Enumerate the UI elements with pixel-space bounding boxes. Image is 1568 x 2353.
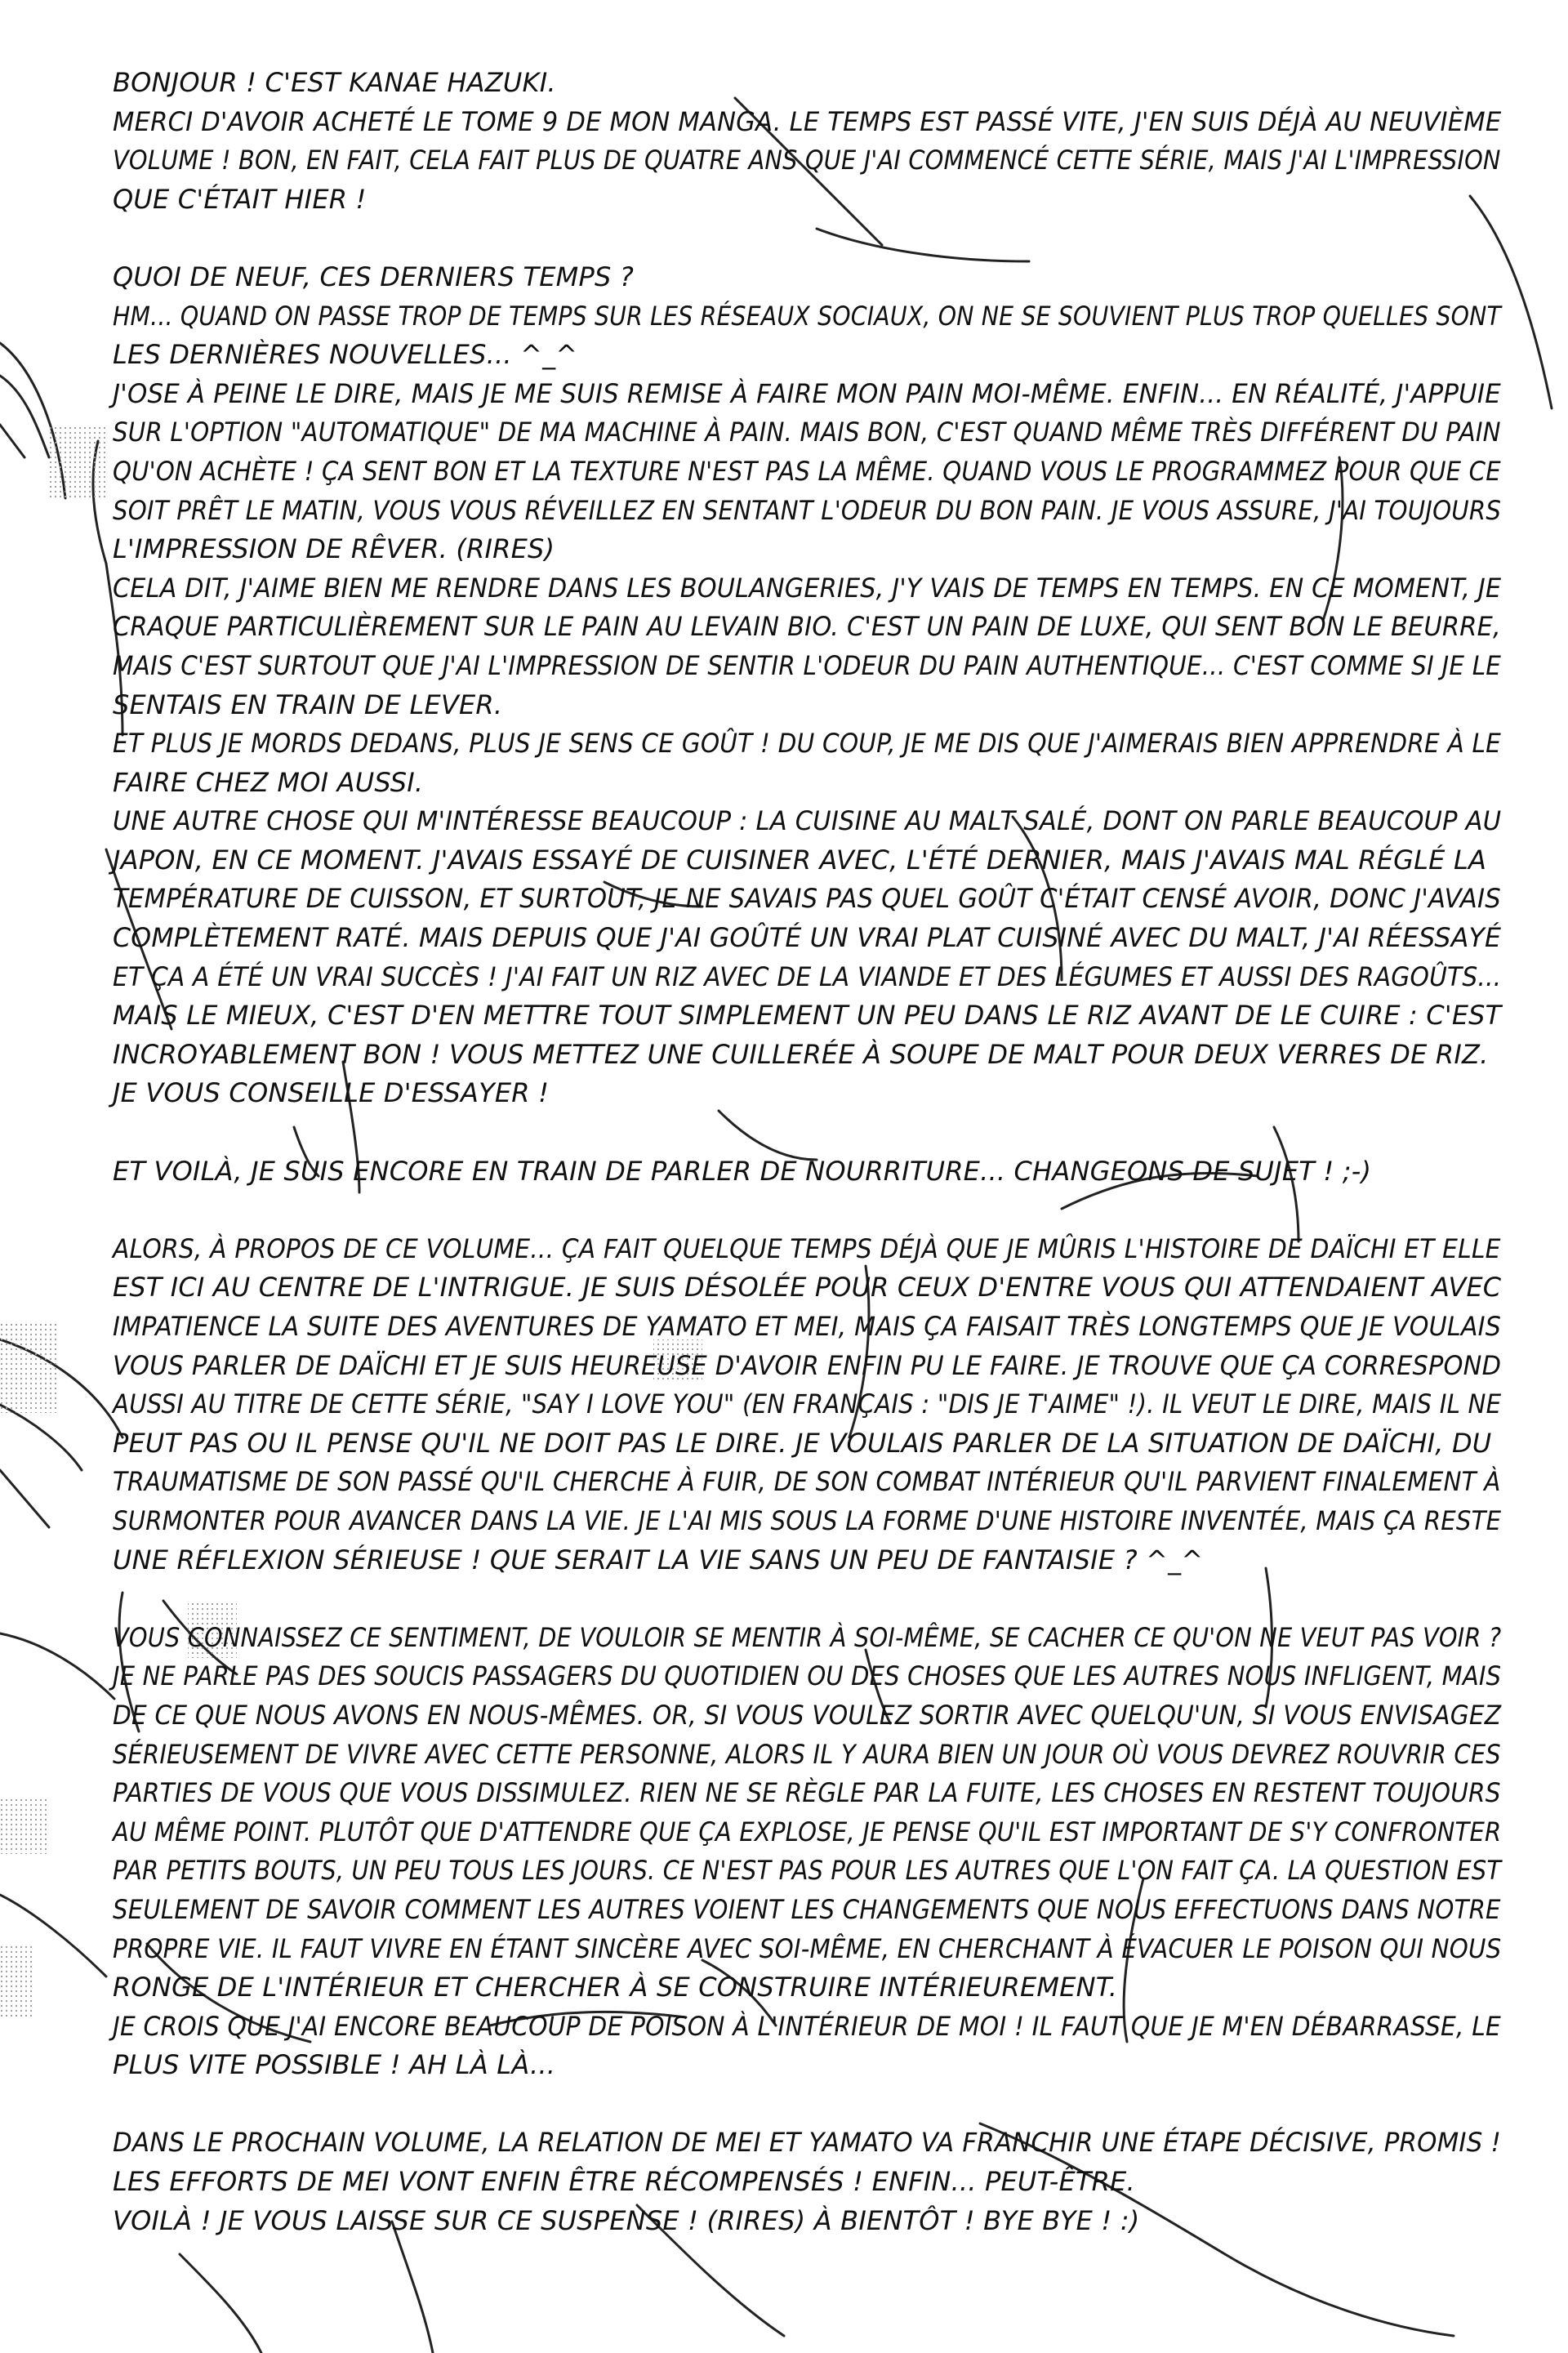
letter-paragraph	[113, 64, 1501, 219]
letter-line: RONGE DE L'INTÉRIEUR ET CHERCHER À SE CONSTRUIRE INTÉRIEUREMENT.	[113, 1972, 1118, 2003]
letter-line: SUR L'OPTION "AUTOMATIQUE" DE MA MACHINE À PAIN. MAIS BON, C'EST QUAND MÊME TRÈS DIFFÉRENT DU PAIN	[113, 417, 1501, 448]
letter-line: IMPATIENCE LA SUITE DES AVENTURES DE YAMATO ET MEI, MAIS ÇA FAISAIT TRÈS LONGTEMPS QUE JE VOULAIS	[113, 1311, 1502, 1342]
letter-line: JE CROIS QUE J'AI ENCORE BEAUCOUP DE POISON À L'INTÉRIEUR DE MOI ! IL FAUT QUE JE M'EN DÉBARRASSE, LE	[113, 2010, 1501, 2042]
letter-line: JE NE PARLE PAS DES SOUCIS PASSAGERS DU QUOTIDIEN OU DES CHOSES QUE LES AUTRES NOUS INFLIGENT, MAIS	[113, 1660, 1502, 1692]
letter-line: LES EFFORTS DE MEI VONT ENFIN ÊTRE RÉCOMPENSÉS ! ENFIN... PEUT-ÊTRE.	[113, 2166, 1135, 2198]
letter-line: TEMPÉRATURE DE CUISSON, ET SURTOUT, JE NE SAVAIS PAS QUEL GOÛT C'ÉTAIT CENSÉ AVOIR, DONC J'AVAIS	[113, 883, 1501, 915]
letter-line: VOLUME ! BON, EN FAIT, CELA FAIT PLUS DE QUATRE ANS QUE J'AI COMMENCÉ CETTE SÉRIE, MAIS J'AI L'IMPRESSION	[113, 145, 1501, 176]
letter-line: MERCI D'AVOIR ACHETÉ LE TOME 9 DE MON MANGA. LE TEMPS EST PASSÉ VITE, J'EN SUIS DÉJÀ AU NEUVIÈME	[113, 105, 1502, 137]
letter-line: QUOI DE NEUF, CES DERNIERS TEMPS ?	[113, 261, 635, 292]
letter-line: LES DERNIÈRES NOUVELLES... ^_^	[113, 339, 578, 371]
letter-line: ET PLUS JE MORDS DEDANS, PLUS JE SENS CE GOÛT ! DU COUP, JE ME DIS QUE J'AIMERAIS BIEN APPRENDRE À LE	[113, 728, 1502, 760]
letter-line: SENTAIS EN TRAIN DE LEVER.	[113, 689, 503, 720]
letter-line: PARTIES DE VOUS QUE VOUS DISSIMULEZ. RIEN NE SE RÈGLE PAR LA FUITE, LES CHOSES EN RESTENT TOUJOURS	[113, 1777, 1501, 1809]
letter-line: TRAUMATISME DE SON PASSÉ QU'IL CHERCHE À FUIR, DE SON COMBAT INTÉRIEUR QU'IL PARVIENT FINALEMENT À	[113, 1466, 1501, 1498]
letter-line: EST ICI AU CENTRE DE L'INTRIGUE. JE SUIS DÉSOLÉE POUR CEUX D'ENTRE VOUS QUI ATTENDAIENT AVEC	[113, 1272, 1502, 1304]
letter-line: CRAQUE PARTICULIÈREMENT SUR LE PAIN AU LEVAIN BIO. C'EST UN PAIN DE LUXE, QUI SENT BON LE BEURRE,	[113, 611, 1501, 643]
letter-line: SÉRIEUSEMENT DE VIVRE AVEC CETTE PERSONNE, ALORS IL Y AURA BIEN UN JOUR OÙ VOUS DEVREZ ROUVRIR CES	[113, 1738, 1501, 1770]
letter-line: L'IMPRESSION DE RÊVER. (RIRES)	[113, 533, 555, 565]
letter-line: DANS LE PROCHAIN VOLUME, LA RELATION DE MEI ET YAMATO VA FRANCHIR UNE ÉTAPE DÉCISIVE, PROMIS !	[113, 2127, 1502, 2159]
letter-line: BONJOUR ! C'EST KANAE HAZUKI.	[113, 67, 556, 98]
letter-line: SOIT PRÊT LE MATIN, VOUS VOUS RÉVEILLEZ EN SENTANT L'ODEUR DU BON PAIN. JE VOUS ASSURE, J'AI TOUJOURS	[113, 494, 1502, 526]
letter-line: ET ÇA A ÉTÉ UN VRAI SUCCÈS ! J'AI FAIT UN RIZ AVEC DE LA VIANDE ET DES LÉGUMES ET AUSSI DES RAGOÛTS...	[113, 960, 1502, 992]
letter-paragraph	[113, 2123, 1501, 2240]
letter-line: ET VOILÀ, JE SUIS ENCORE EN TRAIN DE PARLER DE NOURRITURE... CHANGEONS DE SUJET ! ;-)	[113, 1155, 1372, 1187]
letter-line: QU'ON ACHÈTE ! ÇA SENT BON ET LA TEXTURE N'EST PAS LA MÊME. QUAND VOUS LE PROGRAMMEZ POUR QUE CE	[113, 455, 1501, 487]
letter-line: AUSSI AU TITRE DE CETTE SÉRIE, "SAY I LOVE YOU" (EN FRANÇAIS : "DIS JE T'AIME" !). IL VEUT LE DIRE, MAIS IL NE	[113, 1388, 1502, 1420]
letter-paragraph	[113, 258, 1501, 1113]
author-letter	[113, 64, 1501, 2279]
letter-line: FAIRE CHEZ MOI AUSSI.	[113, 766, 424, 798]
letter-line: PLUS VITE POSSIBLE ! AH LÀ LÀ...	[113, 2049, 556, 2081]
letter-line: PEUT PAS OU IL PENSE QU'IL NE DOIT PAS LE DIRE. JE VOULAIS PARLER DE LA SITUATION DE DAÏCHI, DU	[113, 1427, 1492, 1459]
letter-line: VOUS CONNAISSEZ CE SENTIMENT, DE VOULOIR SE MENTIR À SOI-MÊME, SE CACHER CE QU'ON NE VEUT PAS VOIR ?	[113, 1621, 1502, 1653]
letter-line: UNE AUTRE CHOSE QUI M'INTÉRESSE BEAUCOUP : LA CUISINE AU MALT SALÉ, DONT ON PARLE BEAUCOUP AU	[113, 805, 1502, 837]
letter-line: COMPLÈTEMENT RATÉ. MAIS DEPUIS QUE J'AI GOÛTÉ UN VRAI PLAT CUISINÉ AVEC DU MALT, J'AI RÉESSAYÉ	[113, 922, 1502, 954]
letter-line: DE CE QUE NOUS AVONS EN NOUS-MÊMES. OR, SI VOUS VOULEZ SORTIR AVEC QUELQU'UN, SI VOUS ENVISAGEZ	[113, 1699, 1502, 1731]
letter-line: J'OSE À PEINE LE DIRE, MAIS JE ME SUIS REMISE À FAIRE MON PAIN MOI-MÊME. ENFIN... EN RÉALITÉ, J'APPUIE	[113, 377, 1501, 409]
letter-line: UNE RÉFLEXION SÉRIEUSE ! QUE SERAIT LA VIE SANS UN PEU DE FANTAISIE ? ^_^	[113, 1544, 1204, 1575]
letter-paragraph	[113, 1230, 1501, 1580]
letter-line: SURMONTER POUR AVANCER DANS LA VIE. JE L'AI MIS SOUS LA FORME D'UNE HISTOIRE INVENTÉE, MAIS ÇA RESTE	[113, 1504, 1502, 1536]
letter-line: AU MÊME POINT. PLUTÔT QUE D'ATTENDRE QUE ÇA EXPLOSE, JE PENSE QU'IL EST IMPORTANT DE S'Y CONFRONTER	[113, 1816, 1502, 1847]
letter-paragraph	[113, 1152, 1501, 1192]
letter-line: MAIS LE MIEUX, C'EST D'EN METTRE TOUT SIMPLEMENT UN PEU DANS LE RIZ AVANT DE LE CUIRE : C'EST	[113, 1000, 1502, 1032]
letter-line: ALORS, À PROPOS DE CE VOLUME... ÇA FAIT QUELQUE TEMPS DÉJÀ QUE JE MÛRIS L'HISTOIRE DE DAÏCHI ET ELLE	[113, 1232, 1501, 1264]
letter-line: SEULEMENT DE SAVOIR COMMENT LES AUTRES VOIENT LES CHANGEMENTS QUE NOUS EFFECTUONS DANS NOTRE	[113, 1893, 1501, 1925]
letter-line: CELA DIT, J'AIME BIEN ME RENDRE DANS LES BOULANGERIES, J'Y VAIS DE TEMPS EN TEMPS. EN CE MOMENT, JE	[113, 572, 1502, 604]
letter-line: VOILÀ ! JE VOUS LAISSE SUR CE SUSPENSE ! (RIRES) À BIENTÔT ! BYE BYE ! :)	[113, 2204, 1140, 2236]
letter-line: PROPRE VIE. IL FAUT VIVRE EN ÉTANT SINCÈRE AVEC SOI-MÊME, EN CHERCHANT À ÉVACUER LE POISON QUI NOUS	[113, 1932, 1502, 1964]
letter-line: MAIS C'EST SURTOUT QUE J'AI L'IMPRESSION DE SENTIR L'ODEUR DU PAIN AUTHENTIQUE... C'EST COMME SI JE LE	[113, 649, 1502, 681]
letter-line: JAPON, EN CE MOMENT. J'AVAIS ESSAYÉ DE CUISINER AVEC, L'ÉTÉ DERNIER, MAIS J'AVAIS MAL RÉGLÉ LA	[113, 844, 1487, 876]
letter-paragraph	[113, 1619, 1501, 2085]
letter-line: JE VOUS CONSEILLE D'ESSAYER !	[113, 1077, 550, 1109]
letter-line: INCROYABLEMENT BON ! VOUS METTEZ UNE CUILLERÉE À SOUPE DE MALT POUR DEUX VERRES DE RIZ.	[113, 1038, 1489, 1070]
letter-line: VOUS PARLER DE DAÏCHI ET JE SUIS HEUREUSE D'AVOIR ENFIN PU LE FAIRE. JE TROUVE QUE ÇA CORRESPOND	[113, 1349, 1502, 1381]
letter-line: PAR PETITS BOUTS, UN PEU TOUS LES JOURS. CE N'EST PAS POUR LES AUTRES QUE L'ON FAIT ÇA. LA QUESTION EST	[113, 1855, 1502, 1887]
letter-line: HM... QUAND ON PASSE TROP DE TEMPS SUR LES RÉSEAUX SOCIAUX, ON NE SE SOUVIENT PLUS TROP QUELLES SONT	[113, 300, 1502, 332]
letter-line: QUE C'ÉTAIT HIER !	[113, 183, 367, 215]
